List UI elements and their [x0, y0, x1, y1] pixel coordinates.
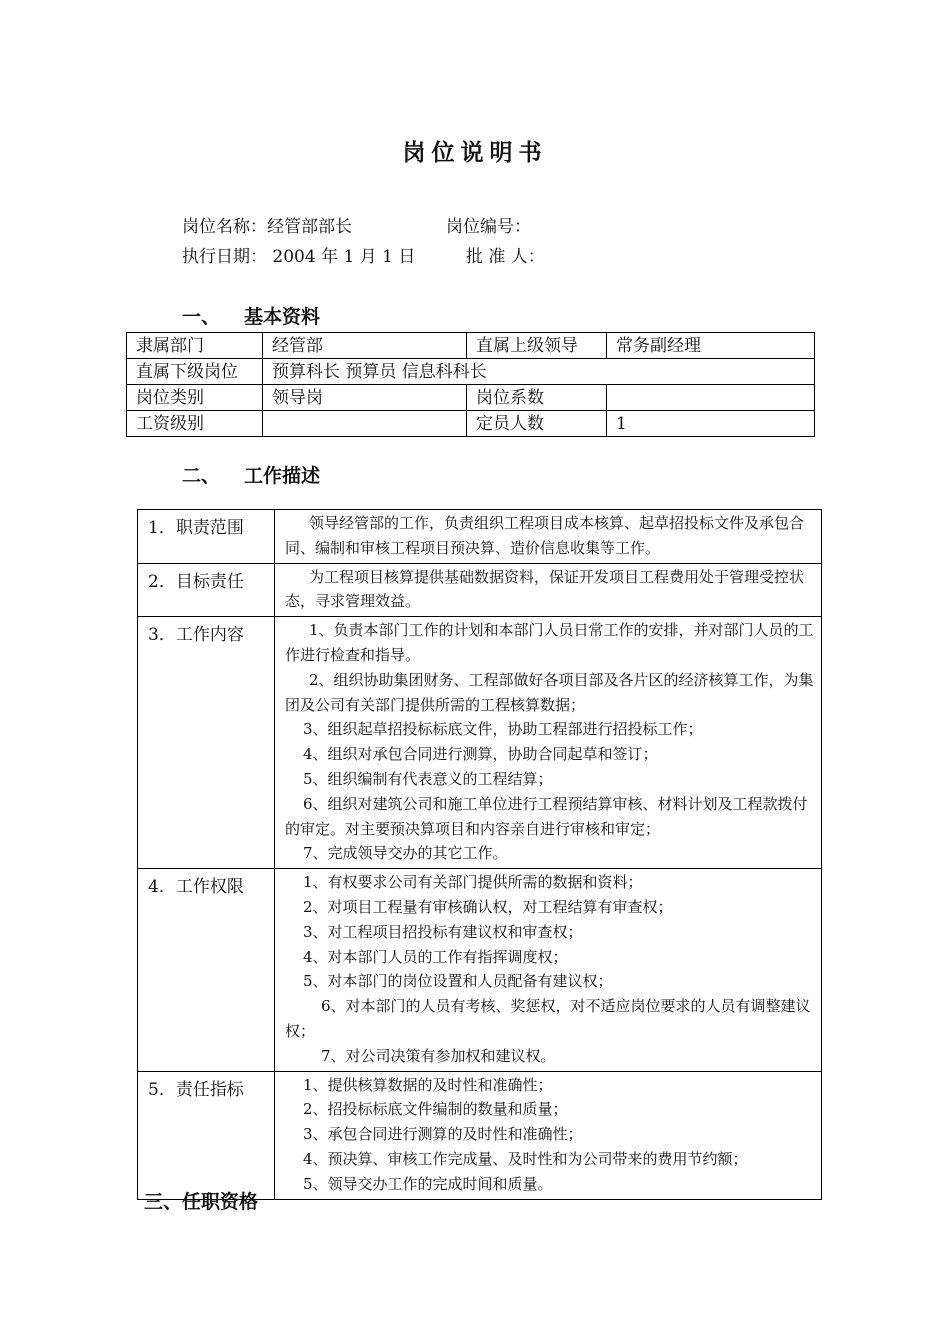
section-title: 工作描述 [244, 465, 321, 487]
table-row [138, 510, 822, 564]
table-cell: 岗位类别 [127, 385, 263, 411]
basic-info-table [126, 332, 815, 437]
row-label: 4．工作权限 [138, 869, 275, 1071]
list-item: 4、对本部门人员的工作有指挥调度权； [303, 947, 568, 966]
table-cell [275, 510, 822, 564]
table-cell: 常务副经理 [607, 333, 815, 359]
table-cell: 工资级别 [127, 411, 263, 437]
table-cell: 1 [607, 411, 815, 437]
row-label: 2．目标责任 [138, 563, 275, 617]
list-item: 5、领导交办工作的完成时间和质量。 [303, 1174, 553, 1193]
table-row [138, 563, 822, 617]
document-title: 岗位说明书 [402, 140, 548, 166]
list-item: 3、承包合同进行测算的及时性和准确性； [303, 1125, 583, 1144]
row-label: 3．工作内容 [138, 617, 275, 869]
list-item: 5、对本部门的岗位设置和人员配备有建议权； [303, 972, 613, 991]
table-row [138, 617, 822, 869]
table-cell: 直属上级领导 [467, 333, 607, 359]
table-cell: 隶属部门 [127, 333, 263, 359]
effective-date: 执行日期： 2004 年 1 月 1 日 [182, 247, 416, 267]
table-cell: 直属下级岗位 [127, 359, 263, 385]
table-row [127, 359, 815, 385]
section-number: 一、 [182, 306, 221, 328]
approver: 批 准 人： [466, 247, 545, 267]
table-row [127, 333, 815, 359]
list-item: 3、对工程项目招投标有建议权和审查权； [303, 922, 583, 941]
table-cell [275, 869, 822, 1071]
row-label: 1．职责范围 [138, 510, 275, 564]
paragraph: 为工程项目核算提供基础数据资料，保证开发项目工程费用处于管理受控状态，寻求管理效益。 [285, 567, 805, 611]
table-row [127, 385, 815, 411]
list-item: 1、负责本部门工作的计划和本部门人员日常工作的安排，并对部门人员的工作进行检查和指导。 [285, 621, 814, 664]
table-cell [263, 411, 467, 437]
list-item: 7、对公司决策有参加权和建议权。 [321, 1046, 556, 1065]
list-item: 1、提供核算数据的及时性和准确性； [303, 1075, 553, 1094]
list-item: 5、组织编制有代表意义的工程结算； [303, 769, 553, 788]
list-item: 4、预决算、审核工作完成量、及时性和为公司带来的费用节约额； [303, 1149, 748, 1168]
list-item: 2、招投标标底文件编制的数量和质量； [303, 1100, 568, 1119]
row-label: 5．责任指标 [138, 1071, 275, 1199]
list-item: 6、组织对建筑公司和施工单位进行工程预结算审核、材料计划及工程款拨付的审定。对主要预决算项目和内容亲自进行审核和审定； [285, 794, 808, 838]
paragraph: 领导经管部的工作，负责组织工程项目成本核算、起草招投标文件及承包合同、编制和审核工程项目预决算、造价信息收集等工作。 [285, 514, 805, 557]
table-cell: 岗位系数 [467, 385, 607, 411]
table-cell [275, 563, 822, 617]
table-row [127, 411, 815, 437]
list-item: 2、组织协助集团财务、工程部做好各项目部及各片区的经济核算工作，为集团及公司有关部门提供所需的工程核算数据； [285, 670, 814, 714]
section-heading-qualifications: 三、任职资格 [144, 1191, 259, 1213]
section-title: 基本资料 [244, 306, 321, 328]
list-item: 7、完成领导交办的其它工作。 [303, 844, 508, 863]
table-cell: 领导岗 [263, 385, 467, 411]
section-heading-basic [182, 302, 320, 329]
list-item: 6、对本部门的人员有考核、奖惩权，对不适应岗位要求的人员有调整建议权； [285, 997, 811, 1040]
list-item: 3、组织起草招投标标底文件，协助工程部进行招投标工作； [303, 720, 703, 739]
section-number: 二、 [182, 465, 221, 487]
table-cell: 定员人数 [467, 411, 607, 437]
list-item: 1、有权要求公司有关部门提供所需的数据和资料； [303, 873, 643, 892]
table-cell [275, 1071, 822, 1199]
table-row [138, 869, 822, 1071]
position-name: 岗位名称：经管部部长 [182, 217, 352, 237]
table-cell [275, 617, 822, 869]
section-heading-work [182, 461, 320, 488]
list-item: 2、对项目工程量有审核确认权，对工程结算有审查权； [303, 897, 673, 916]
table-cell [607, 385, 815, 411]
work-description-table [137, 509, 822, 1200]
list-item: 4、组织对承包合同进行测算，协助合同起草和签订； [303, 745, 658, 764]
position-code: 岗位编号： [446, 217, 531, 237]
table-cell: 预算科长 预算员 信息科科长 [263, 359, 815, 385]
table-row [138, 1071, 822, 1199]
table-cell: 经管部 [263, 333, 467, 359]
